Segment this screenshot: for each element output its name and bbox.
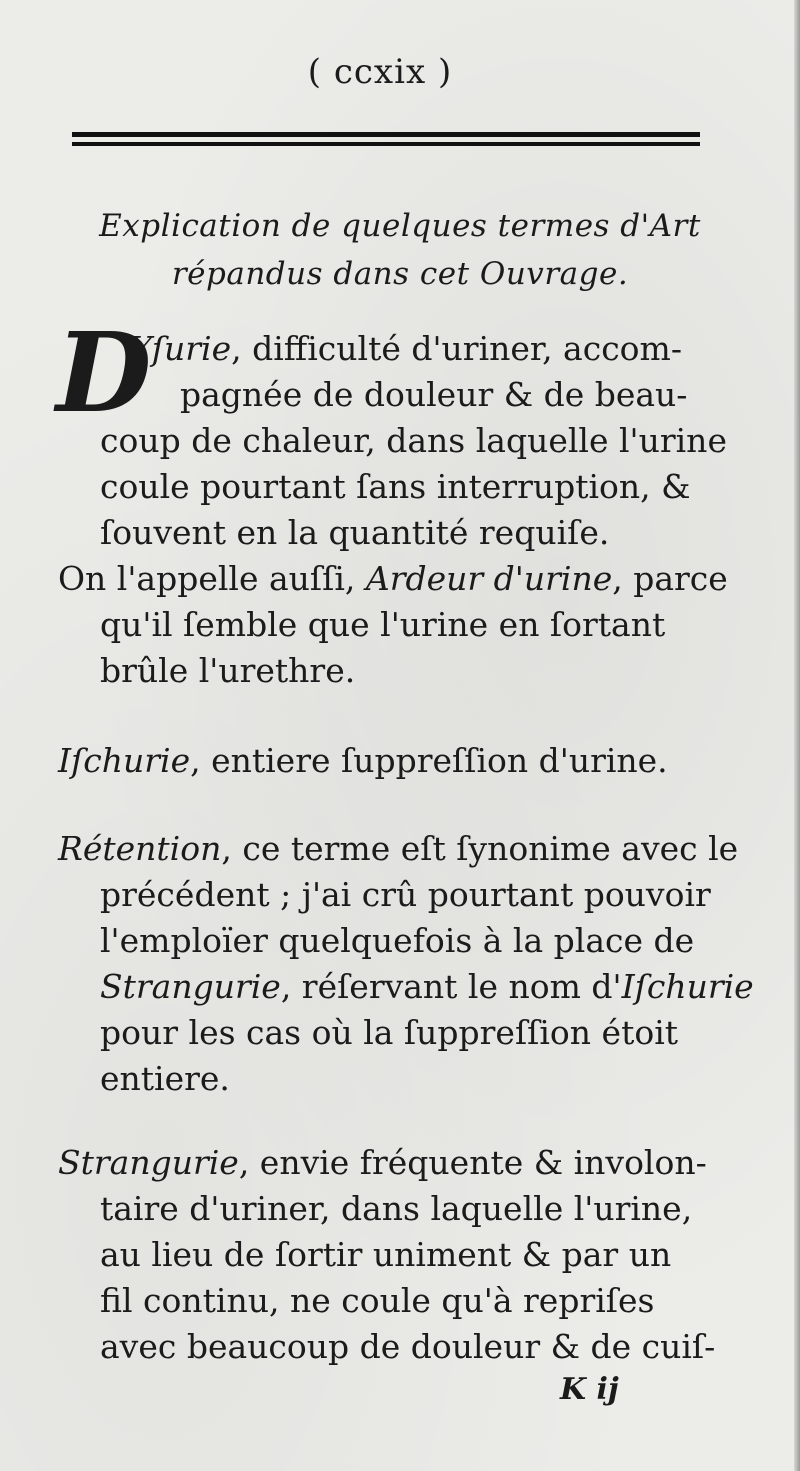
- dysurie-line-5: ſouvent en la quantité requiſe.: [100, 513, 610, 552]
- term-ardeur: Ardeur d'urine: [365, 559, 613, 598]
- section-heading: [60, 202, 740, 298]
- header-rule: [72, 132, 700, 146]
- dysurie-line-2: pagnée de douleur & de beau-: [180, 375, 688, 414]
- page-number: ( ccxix ): [307, 52, 453, 92]
- ardeur-line-1: On l'appelle auſſi, Ardeur d'urine, parce: [58, 559, 728, 598]
- retention-line-4: Strangurie, réſervant le nom d'Iſchurie: [100, 967, 754, 1006]
- dysurie-line-3: coup de chaleur, dans laquelle l'urine: [100, 421, 727, 460]
- heading-line-2: répandus dans cet Ouvrage.: [171, 256, 629, 292]
- entry-dysurie: [100, 326, 740, 556]
- term-dysurie: Yſurie: [130, 329, 232, 368]
- ischurie-line-1: Iſchurie, entiere ſuppreſſion d'urine.: [58, 741, 668, 780]
- entry-retention: [58, 826, 754, 1102]
- entry-ischurie: [58, 738, 740, 784]
- entry-ardeur: [58, 556, 740, 694]
- heading-line-1: Explication de quelques termes d'Art: [99, 208, 701, 244]
- strangurie-line-2: taire d'uriner, dans laquelle l'urine,: [100, 1189, 693, 1228]
- dysurie-line-1: Yſurie, difficulté d'uriner, accom-: [130, 329, 682, 368]
- retention-line-1: Rétention, ce terme eſt ſynonime avec le: [58, 829, 739, 868]
- ardeur-line-3: brûle l'urethre.: [100, 651, 356, 690]
- entry-strangurie: [58, 1140, 740, 1370]
- strangurie-line-1: Strangurie, envie fréquente & involon-: [58, 1143, 707, 1182]
- retention-line-3: l'emploïer quelquefois à la place de: [100, 921, 695, 960]
- page-edge: [794, 0, 800, 1471]
- catchword: K ij: [560, 1372, 619, 1407]
- term-strangurie: Strangurie: [58, 1143, 239, 1182]
- retention-line-2: précédent ; j'ai crû pourtant pouvoir: [100, 875, 711, 914]
- ardeur-line-2: qu'il ſemble que l'urine en ſortant: [100, 605, 666, 644]
- drop-cap: D: [56, 308, 152, 437]
- strangurie-line-5: avec beaucoup de douleur & de cuiſ-: [100, 1327, 716, 1366]
- retention-line-5: pour les cas où la ſuppreſſion étoit: [100, 1013, 679, 1052]
- term-retention: Rétention: [58, 829, 222, 868]
- strangurie-line-3: au lieu de ſortir uniment & par un: [100, 1235, 672, 1274]
- strangurie-line-4: fil continu, ne coule qu'à repriſes: [100, 1281, 655, 1320]
- term-ischurie: Iſchurie: [58, 741, 191, 780]
- dysurie-line-4: coule pourtant ſans interruption, &: [100, 467, 691, 506]
- retention-line-6: entiere.: [100, 1059, 230, 1098]
